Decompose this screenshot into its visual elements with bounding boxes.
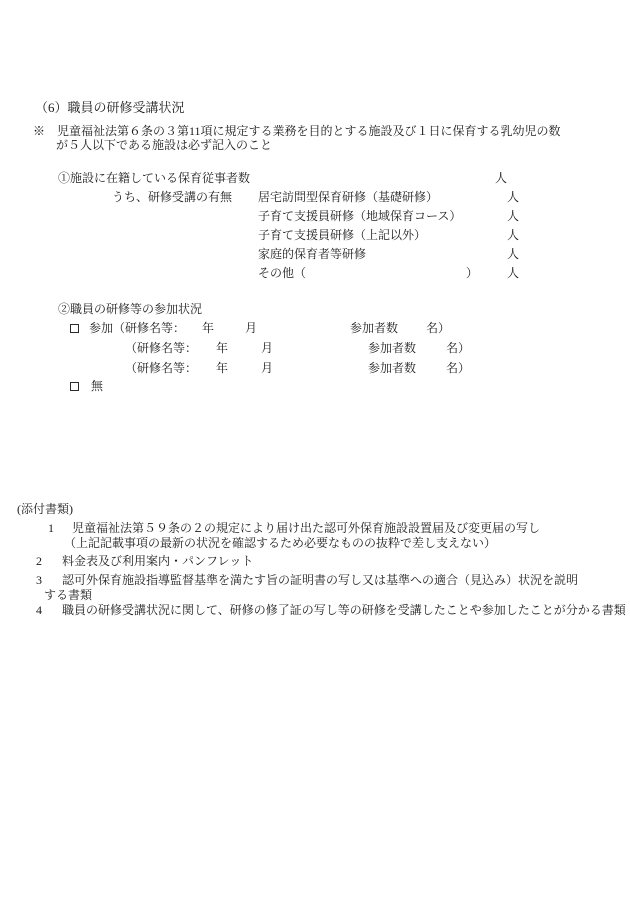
training-row-label: 子育て支援員研修（地域保育コース） (258, 209, 462, 223)
attachment-item-text: 料金表及び利用案内・パンフレット (62, 554, 254, 568)
training-row-unit: 人 (507, 190, 520, 204)
year-label: 年 (216, 361, 229, 375)
staff-count-unit: 人 (495, 171, 508, 185)
attachment-item-number: 2 (36, 554, 42, 568)
note-line-1: ※ 児童福祉法第６条の３第11項に規定する業務を目的とする施設及び１日に保育する乳幼児の数 (33, 124, 561, 138)
attachment-item-subtext: （上記記載事項の最新の状況を確認するため必要なものの抜粋で差し支えない） (64, 536, 497, 550)
year-label: 年 (202, 321, 215, 335)
month-label: 月 (261, 361, 274, 375)
staff-count-heading: ①施設に在籍している保育従事者数 (58, 171, 251, 185)
attachment-item-number: 4 (36, 603, 42, 617)
participant-count-label: 参加者数 (368, 341, 417, 355)
participation-row1-prefix: 参加（研修名等： (89, 321, 186, 335)
participant-count-suffix: 名） (426, 321, 451, 335)
attachment-item-text: 児童福祉法第５９条の２の規定により届け出た認可外保育施設設置届及び変更届の写し (72, 521, 541, 535)
participant-count-suffix: 名） (446, 361, 471, 375)
training-row-label: 居宅訪問型保育研修（基礎研修） (258, 190, 439, 204)
training-row-label: 家庭的保育者等研修 (258, 247, 367, 261)
month-label: 月 (245, 321, 258, 335)
participation-row2-prefix: （研修名等： (125, 341, 198, 355)
training-row-other-close-paren: ） (466, 266, 479, 280)
attachment-item-text: 職員の研修受講状況に関して、研修の修了証の写し等の研修を受講したことや参加したことが分かる書類 (62, 603, 626, 617)
training-row-unit: 人 (507, 266, 520, 280)
participant-count-label: 参加者数 (368, 361, 417, 375)
participation-heading: ②職員の研修等の参加状況 (58, 302, 203, 316)
participant-count-suffix: 名） (446, 341, 471, 355)
participation-checkbox[interactable] (70, 324, 79, 333)
no-participation-checkbox[interactable] (70, 382, 79, 391)
attachment-item-number: 1 (48, 521, 54, 535)
no-participation-label: 無 (91, 379, 104, 393)
training-row-unit: 人 (507, 209, 520, 223)
attachments-heading: (添付書類) (17, 502, 73, 516)
attachment-item-text: 認可外保育施設指導監督基準を満たす旨の証明書の写し又は基準への適合（見込み）状況を説明 (62, 573, 579, 587)
training-row-unit: 人 (507, 247, 520, 261)
month-label: 月 (261, 341, 274, 355)
attachment-item-number: 3 (36, 573, 42, 587)
participation-row3-prefix: （研修名等： (125, 361, 198, 375)
year-label: 年 (216, 341, 229, 355)
training-row-label: 子育て支援員研修（上記以外） (258, 228, 427, 242)
section-title: （6）職員の研修受講状況 (35, 100, 185, 115)
training-row-label-other: その他（ (258, 266, 307, 280)
training-row-unit: 人 (507, 228, 520, 242)
participant-count-label: 参加者数 (350, 321, 399, 335)
attachment-item-continuation: する書類 (44, 588, 93, 602)
note-line-2: が５人以下である施設は必ず記入のこと (56, 138, 273, 152)
training-status-sublabel: うち、研修受講の有無 (112, 190, 233, 204)
